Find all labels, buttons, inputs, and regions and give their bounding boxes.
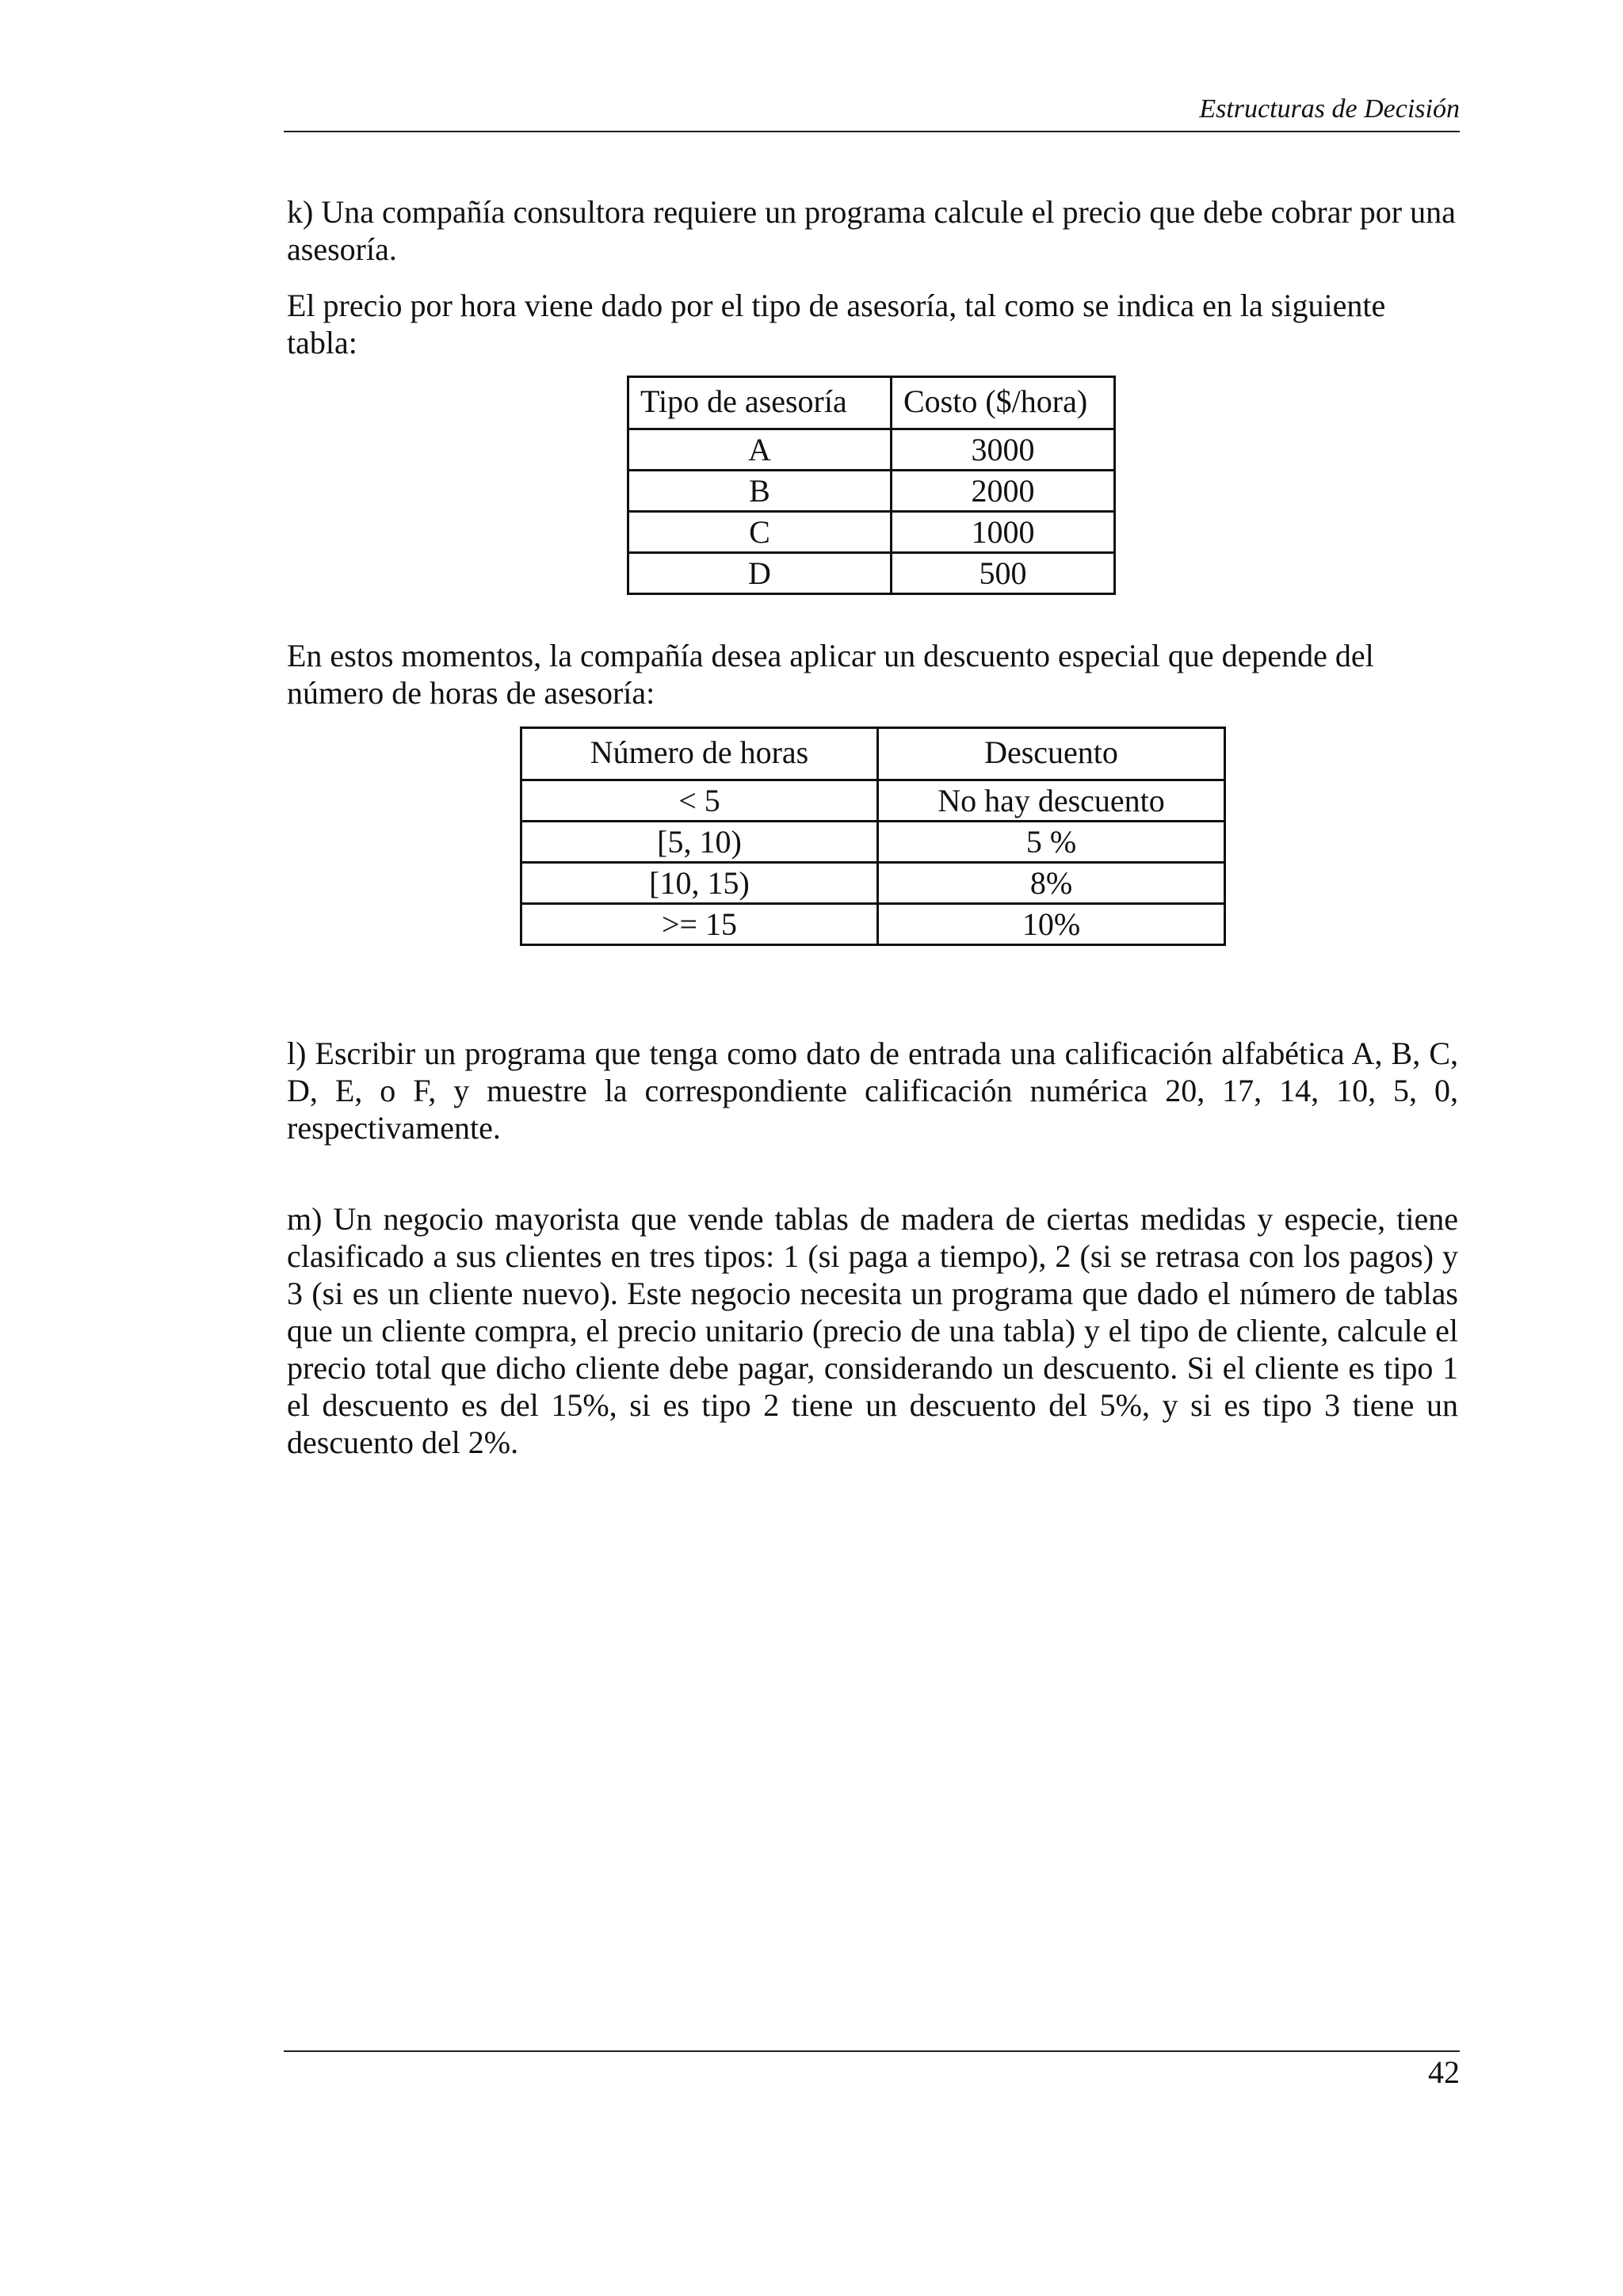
discount-table-discount-cell: 5 % xyxy=(878,822,1225,863)
footer-rule xyxy=(284,2050,1460,2052)
page-number: 42 xyxy=(1428,2054,1460,2090)
discount-table-header-discount: Descuento xyxy=(878,728,1225,780)
section-k-price-block xyxy=(287,287,1458,361)
price-table-cost-cell: 3000 xyxy=(892,429,1115,471)
section-l-text: l) Escribir un programa que tenga como dato de entrada una calificación alfabética A, B, C, D, E, o F, y muestre la correspondiente calificación numérica 20, 17, 14, 10, 5, 0, respectivamente. xyxy=(287,1035,1458,1146)
section-m-block xyxy=(287,1200,1458,1461)
discount-table-hours-cell: [5, 10) xyxy=(521,822,878,863)
discount-table-discount-cell: 10% xyxy=(878,904,1225,945)
table-row xyxy=(521,904,1225,945)
section-k-discount-text: En estos momentos, la compañía desea aplicar un descuento especial que depende del número de horas de asesoría: xyxy=(287,638,1374,711)
discount-table-header-hours: Número de horas xyxy=(521,728,878,780)
section-k-intro-block xyxy=(287,193,1458,268)
price-table-header-cost: Costo ($/hora) xyxy=(892,377,1115,429)
running-header: Estructuras de Decisión xyxy=(1199,94,1460,124)
table-row xyxy=(628,553,1115,594)
section-m-text: m) Un negocio mayorista que vende tablas de madera de ciertas medidas y especie, tiene clasificado a sus clientes en tres tipos: 1 (si paga a tiempo), 2 (si se retrasa con los pagos) y 3 (si es un cliente nuevo). Este negocio necesita un programa que dado el número de tablas que un cliente compra, el precio unitario (precio de una tabla) y el tipo de cliente, calcule el precio total que dicho cliente debe pagar, considerando un descuento. Si el cliente es tipo 1 el descuento es del 15%, si es tipo 2 tiene un descuento del 5%, y si es tipo 3 tiene un descuento del 2%. xyxy=(287,1201,1458,1460)
table-row xyxy=(628,512,1115,553)
table-row xyxy=(628,429,1115,471)
price-table-header-type: Tipo de asesoría xyxy=(628,377,892,429)
section-l-block xyxy=(287,1035,1458,1146)
price-table-cost-cell: 1000 xyxy=(892,512,1115,553)
table-row xyxy=(521,780,1225,822)
price-table-type-cell: D xyxy=(628,553,892,594)
section-k-discount-block xyxy=(287,637,1458,711)
price-table-type-cell: A xyxy=(628,429,892,471)
price-table-cost-cell: 2000 xyxy=(892,471,1115,512)
discount-table-hours-cell: [10, 15) xyxy=(521,863,878,904)
price-table xyxy=(627,376,1116,595)
table-row xyxy=(521,863,1225,904)
section-k-intro: k) Una compañía consultora requiere un programa calcule el precio que debe cobrar por una asesoría. xyxy=(287,194,1456,267)
discount-table-discount-cell: No hay descuento xyxy=(878,780,1225,822)
price-table-type-cell: C xyxy=(628,512,892,553)
discount-table-hours-cell: >= 15 xyxy=(521,904,878,945)
discount-table xyxy=(520,727,1226,946)
discount-table-hours-cell: < 5 xyxy=(521,780,878,822)
section-k-price-text: El precio por hora viene dado por el tipo de asesoría, tal como se indica en la siguiente tabla: xyxy=(287,288,1386,360)
header-rule xyxy=(284,131,1460,132)
price-table-type-cell: B xyxy=(628,471,892,512)
price-table-cost-cell: 500 xyxy=(892,553,1115,594)
table-row xyxy=(521,822,1225,863)
discount-table-header-row xyxy=(521,728,1225,780)
table-row xyxy=(628,471,1115,512)
discount-table-discount-cell: 8% xyxy=(878,863,1225,904)
price-table-header-row xyxy=(628,377,1115,429)
